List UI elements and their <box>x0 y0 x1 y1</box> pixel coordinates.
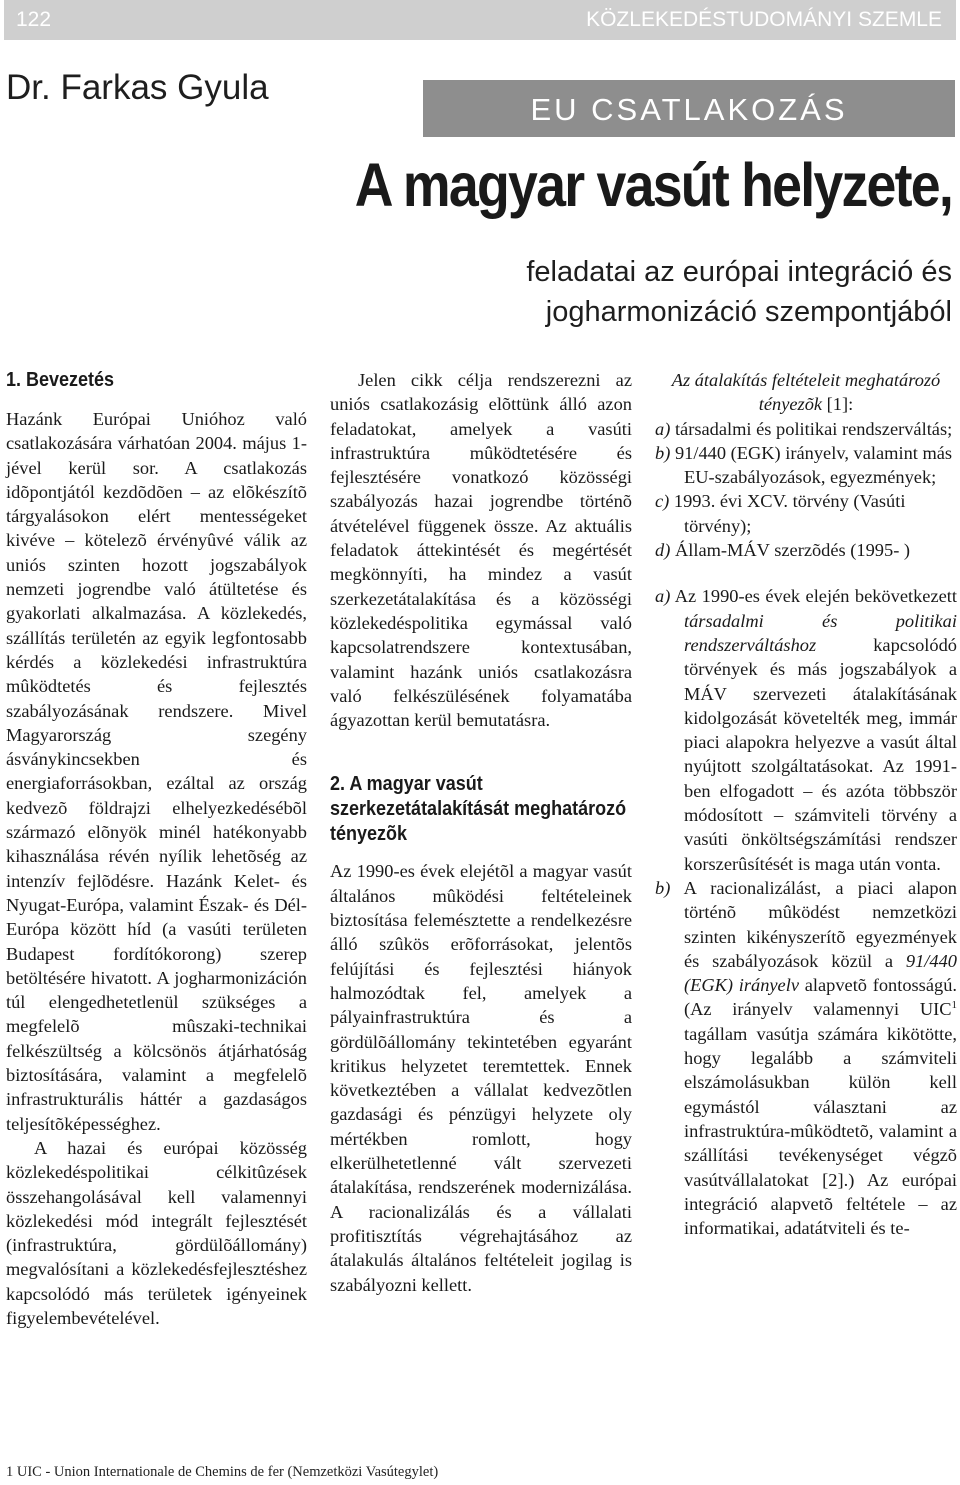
author-name: Dr. Farkas Gyula <box>6 68 269 107</box>
item-a-paragraph: a) Az 1990-es évek elején bekövetkezett társadalmi és politikai rendszerváltáshoz kapcsolódó törvények és más jogszabályok a MÁV szervezeti átalakításának kidolgozását követelték meg, immár piaci alapokra helyezve a vasút által nyújtott szolgáltatásokat. Az 1991-ben elfogadott – és azóta többször módosított – számviteli törvény a vasúti önköltségszámítási rendszer korszerûsítését is maga után vonta. <box>655 586 958 874</box>
list-item: d) Állam-MÁV szerzõdés (1995- ) <box>655 540 911 561</box>
paragraph: Jelen cikk célja rendszerezni az uniós csatlakozásig elõttünk álló azon feladatokat, amelyek a vasúti infrastruktúra mûködtetésére és fejlesztésére vonatkozó közösségi szabályozás hazai jogrendbe történõ átvételével függenek össze. Az aktuális feladatok áttekintését és megértését megkönnyíti, ha mindez a vasút szerkezetátalakítása és a közösségi közlekedéspolitika egymással való kapcsolatrendszere kontextusában, valamint hazánk uniós csatlakozásra való felkészülésének folyamatába ágyazottan kerül bemutatásra. <box>330 370 632 731</box>
page-number: 122 <box>16 8 52 31</box>
paragraph: Az 1990-es évek elejétõl a magyar vasút általános mûködési feltételeinek biztosítása felemésztette a rendelkezésre álló szûkös erõforrásokat, jelentõs felújítási és fejlesztési hiányok halmozódtak fel, amelyek a pályainfrastruktúra és a gördülõállomány tekintetében egyaránt kritikus helyzetet teremtettek. Ennek következtében a vállalat kedvezõtlen gazdasági és pénzügyi helyzete oly mértékben romlott, hogy elkerülhetetlenné vált szervezeti átalakítása, rendszerének modernizálása. A racionalizálás és a vállalati profitisztítás végrehajtásához az átalakulás általános feltételeit jogilag is szabályozni kellett. <box>330 861 632 1295</box>
paragraph: A hazai és európai közösség közlekedéspolitikai célkitûzések összehangolásával kell valamennyi közlekedési mód integrált fejlesztését (infrastruktúra, gördülõállomány) megvalósítani a közlekedésfejlesztéshez kapcsolódó más területek igényeinek figyelembevételével. <box>6 1137 307 1328</box>
footnote: 1 UIC - Union Internationale de Chemins de fer (Nemzetközi Vasútegylet) <box>6 1464 439 1480</box>
list-item: a) társadalmi és politikai rendszerváltás; <box>655 418 953 439</box>
list-item: c) 1993. évi XCV. törvény (Vasúti törvény); <box>655 491 906 536</box>
section-heading-intro: 1. Bevezetés <box>6 369 115 391</box>
list-intro-italic: Az átalakítás feltételeit meghatározó tényezõk <box>671 370 941 415</box>
list-intro-ref: [1]: <box>822 394 854 415</box>
list-item: b) 91/440 (EGK) irányelv, valamint más EU-szabályozások, egyezmények; <box>655 442 953 488</box>
subtitle-line-1: feladatai az európai integráció és <box>526 256 952 288</box>
footnote-ref: 1 <box>951 999 957 1012</box>
running-header <box>4 0 956 40</box>
column-1 <box>6 368 307 1330</box>
subtitle-line-2: jogharmonizáció szempontjából <box>545 296 952 328</box>
article-title: A magyar vasút helyzete, <box>354 151 952 219</box>
column-3 <box>655 368 957 1240</box>
item-b-paragraph: b) A racionalizálást, a piaci alapon történõ mûködést nemzetközi szinten kikényszerítõ egyezmények és szabályozások közül a 91/440 (EGK) irányelv alapvetõ fontosságú. (Az irányelv valamennyi UIC$^1$ tagállam vasútja számára kikötötte, hogy legalább a számviteli elszámolásukban külön kell egymástól választani az infrastruktúra-mûködtetõ, valamint a szállítási tevékenységet végzõ vasútvállalatokat [2].) Az európai integráció alapvetõ feltétele – az informatikai, adatátviteli és te- <box>655 877 957 1239</box>
journal-name: KÖZLEKEDÉSTUDOMÁNYI SZEMLE <box>586 8 942 31</box>
section-heading-2: 2. A magyar vasút szerkezetátalakítását meghatározó tényezõk <box>330 773 627 846</box>
column-2 <box>330 368 632 1297</box>
list-intro <box>655 368 957 417</box>
section-label: EU CSATLAKOZÁS <box>423 80 955 137</box>
paragraph: Hazánk Európai Unióhoz való csatlakozására várhatóan 2004. május 1-jével kerül sor. A csatlakozás idõpontjától kezdõdõen – az elõkészítõ tárgyalásokon elért mentességeket kivéve – kötelezõ érvényûvé válik az uniós szinten hozott jogszabályok nemzeti jogrendbe való átültetése és gyakorlati alkalmazása. A közlekedés, szállítás területén az egyik legfontosabb kérdés a közlekedési infrastruktúra mûködtetés és fejlesztés szabályozásának rendszere. Mivel Magyarország szegény ásványkincsekben és energiaforrásokban, ezáltal az ország kedvezõ földrajzi elhelyezkedésébõl származó elõnyök minél hatékonyabb kihasználása révén nyílik lehetõség az intenzív fejlõdésre. Hazánk Kelet- és Nyugat-Európa, valamint Észak- és Dél-Európa között híd (a vasúti területen Budapest fordítókorong) szerep betöltésére hivatott. A jogharmonizáción túl elengedhetetlenül szükséges a megfelelõ mûszaki-technikai felkészültség a kölcsönös átjárhatóság biztosítására, valamint a megfelelõ infrastrukturális háttér a gazdaságos teljesítõképességhez. <box>6 409 307 1134</box>
article-subtitle <box>352 252 952 332</box>
